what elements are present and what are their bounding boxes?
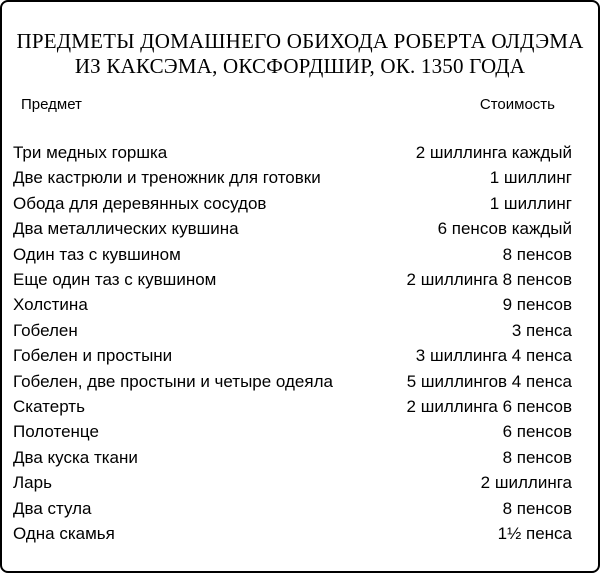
cost-cell: 9 пенсов [502,295,572,315]
item-cell: Два стула [13,498,92,518]
page-title [2,29,598,79]
item-cell: Гобелен, две простыни и четыре одеяла [13,371,333,391]
table-row [13,267,572,292]
item-cell: Две кастрюли и треножник для готовки [13,168,321,188]
page-title-line-2: ИЗ КАКСЭМА, ОКСФОРДШИР, ОК. 1350 ГОДА [74,54,526,78]
item-cell: Два куска ткани [13,447,138,467]
column-header-item: Предмет [21,96,82,113]
table-row [13,242,572,267]
item-cell: Три медных горшка [13,143,168,162]
table-row [13,318,572,343]
item-cell: Один таз с кувшином [13,244,181,264]
cost-cell: 1½ пенса [497,524,572,544]
item-cell: Скатерть [13,397,85,417]
cost-cell: 8 пенсов [502,244,572,264]
page-title-line-1: ПРЕДМЕТЫ ДОМАШНЕГО ОБИХОДА РОБЕРТА ОЛДЭМА [16,29,584,53]
table-row [13,521,572,546]
table-row [13,394,572,419]
table-row [13,140,572,165]
cost-cell: 8 пенсов [502,498,572,518]
table-row [13,292,572,317]
cost-cell: 3 пенса [511,320,572,340]
cost-cell: 6 пенсов [502,422,572,442]
table-row [13,343,572,368]
cost-cell: 2 шиллинга каждый [415,143,572,162]
column-header-cost: Стоимость [479,96,555,113]
item-cell: Одна скамья [13,524,115,544]
cost-cell: 1 шиллинг [489,168,572,188]
cost-cell: 1 шиллинг [489,193,572,213]
table-column-headers [21,95,555,115]
item-cell: Холстина [13,295,88,315]
item-cell: Еще один таз с кувшином [13,270,217,290]
item-cell: Гобелен [13,320,78,340]
cost-cell: 8 пенсов [502,447,572,467]
cost-cell: 3 шиллинга 4 пенса [415,346,572,366]
table-row [13,419,572,444]
item-cell: Ларь [13,473,52,493]
table-row [13,496,572,521]
table-row [13,216,572,241]
item-cell: Гобелен и простыни [13,346,173,366]
item-cell: Обода для деревянных сосудов [13,193,267,213]
item-cell: Полотенце [13,422,99,442]
item-cell: Два металлических кувшина [13,219,239,239]
table-row [13,470,572,495]
table-row [13,191,572,216]
table-row [13,369,572,394]
cost-cell: 6 пенсов каждый [437,219,572,239]
table-body [13,140,572,547]
cost-cell: 2 шиллинга 6 пенсов [406,397,572,417]
cost-cell: 5 шиллингов 4 пенса [406,371,572,391]
cost-cell: 2 шиллинга 8 пенсов [406,270,572,290]
table-row [13,165,572,190]
cost-cell: 2 шиллинга [480,473,572,493]
table-row [13,445,572,470]
